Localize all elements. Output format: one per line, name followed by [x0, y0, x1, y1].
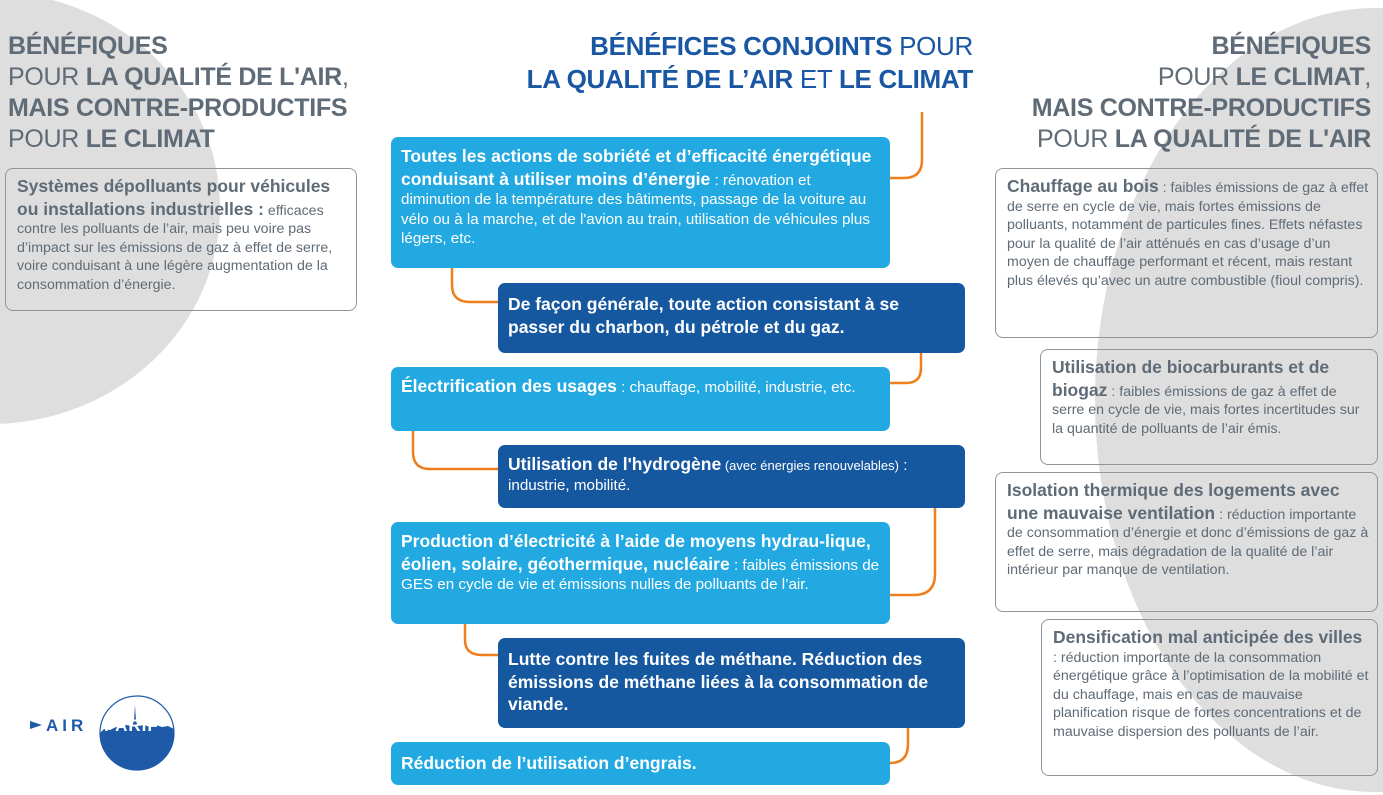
- left-title-line2-bold: LA QUALITÉ DE L'AIR: [85, 63, 342, 91]
- connector-item1-to-item2: [452, 268, 498, 302]
- item-head: Utilisation de l'hydrogène: [508, 454, 722, 474]
- center-item-hydrogen: [498, 445, 965, 508]
- right-item-biofuels: [1040, 349, 1378, 465]
- logo-text-parif: PARIF: [104, 716, 159, 735]
- item-head: Systèmes dépolluants pour véhicules ou installations industrielles :: [17, 176, 331, 219]
- left-title-line1: BÉNÉFIQUES: [8, 32, 168, 60]
- item-head: Lutte contre les fuites de méthane. Réduction des émissions de méthane liées à la consommation de viande.: [508, 649, 929, 714]
- item-body: efficaces contre les polluants de l’air, mais peu voire pas d’impact sur les émissions de gaz à effet de serre, voire conduisant à une légère augmentation de la consommation d’énergie.: [17, 202, 333, 293]
- left-title-line4-bold: LE CLIMAT: [85, 125, 215, 153]
- item-head: Chauffage au bois: [1007, 176, 1159, 196]
- item-body: : chauffage, mobilité, industrie, etc.: [616, 379, 856, 396]
- item-body: : réduction importante de consommation d’énergie et donc d’émissions de gaz à effet de serre, mais dégradation de la qualité de l’air intérieur par manque de ventilation.: [1007, 506, 1369, 579]
- right-column-title: [1032, 31, 1371, 155]
- right-title-line3: MAIS CONTRE-PRODUCTIFS: [1031, 94, 1371, 122]
- item-head: Isolation thermique des logements avec une mauvaise ventilation: [1007, 480, 1340, 523]
- center-item-sobriety: [391, 137, 890, 268]
- connector-item3-to-item4: [413, 431, 498, 469]
- item-body: : rénovation et diminution de la température des bâtiments, passage de la voiture au vélo ou à la marche, et de l'avion au train, utilisation de véhicules plus légers, etc.: [401, 171, 870, 247]
- item-head: Production d’électricité à l’aide de moyens hydrau-lique, éolien, solaire, géothermique, nucléaire: [401, 531, 871, 574]
- item-head: Utilisation de biocarburants et de biogaz: [1052, 357, 1330, 400]
- item-body: : faibles émissions de GES en cycle de vie et émissions nulles de polluants de l’air.: [401, 556, 880, 593]
- airparif-logo-graphic: [30, 695, 180, 775]
- item-note: (avec énergies renouvelables): [721, 458, 899, 473]
- center-item-fossil-exit: [498, 283, 965, 353]
- connector-title-to-item1: [890, 112, 922, 178]
- center-item-low-carbon-electricity: [391, 522, 890, 624]
- center-item-electrification: [391, 367, 890, 431]
- right-title-line1: BÉNÉFIQUES: [1211, 32, 1371, 60]
- item-body: : industrie, mobilité.: [508, 457, 908, 494]
- left-title-line2-tail: ,: [341, 63, 349, 91]
- item-body: : faibles émissions de gaz à effet de serre en cycle de vie, mais fortes émissions de polluants, notamment de particules fines. Effets néfastes pour la qualité de l’air atténués en cas d’usage d’un moyen de chauffage performant et récent, mais restant plus élevés qu’avec un autre combustible (fioul compris).: [1007, 180, 1369, 289]
- item-body: : réduction importante de la consommation énergétique grâce à l’optimisation de la mobilité et du chauffage, mais en cas de mauvaise planification risque de fortes concentrations et de mauvaise dispersion des polluants de l’air.: [1053, 649, 1369, 740]
- arrow-icon: [30, 721, 42, 729]
- item-head: De façon générale, toute action consistant à se passer du charbon, du pétrole et du gaz.: [508, 294, 899, 337]
- center-title-line2-light: ET: [792, 64, 839, 94]
- item-head: Réduction de l’utilisation d’engrais.: [401, 753, 697, 773]
- right-title-line2-light: POUR: [1157, 63, 1236, 91]
- left-column-title: [8, 31, 349, 155]
- connector-item6-to-item7: [890, 728, 908, 763]
- connector-item5-to-item6: [465, 624, 498, 655]
- center-title-line1-bold: BÉNÉFICES CONJOINTS: [590, 31, 893, 61]
- center-item-methane: [498, 638, 965, 728]
- center-column-title: [470, 30, 973, 96]
- right-title-line4-bold: LA QUALITÉ DE L'AIR: [1114, 125, 1371, 153]
- left-title-line2-light: POUR: [8, 63, 86, 91]
- connector-item4-to-item5: [890, 508, 935, 595]
- center-title-line1-light: POUR: [892, 31, 973, 61]
- right-item-wood-heating: [995, 168, 1378, 338]
- center-title-line2-bold-b: LE CLIMAT: [838, 64, 973, 94]
- right-title-line2-tail: ,: [1364, 63, 1371, 91]
- right-item-insulation: [995, 472, 1378, 612]
- connector-item2-to-item3: [890, 353, 921, 383]
- center-title-line2-bold-a: LA QUALITÉ DE L’AIR: [526, 64, 793, 94]
- logo-text-air: AIR: [46, 716, 88, 735]
- item-head: Électrification des usages: [401, 376, 617, 396]
- airparif-logo: [30, 695, 180, 775]
- right-title-line2-bold: LE CLIMAT: [1235, 63, 1365, 91]
- left-title-line4-light: POUR: [8, 125, 86, 153]
- right-item-densification: [1041, 619, 1378, 776]
- item-head: Toutes les actions de sobriété et d’efficacité énergétique conduisant à utiliser moins d’énergie: [401, 146, 872, 189]
- right-title-line4-light: POUR: [1037, 125, 1115, 153]
- item-head: Densification mal anticipée des villes: [1053, 627, 1363, 647]
- item-body: : faibles émissions de gaz à effet de serre en cycle de vie, mais fortes incertitudes sur la quantité de polluants de l’air émis.: [1052, 383, 1360, 437]
- left-title-line3: MAIS CONTRE-PRODUCTIFS: [8, 94, 348, 122]
- left-item-depolluting-systems: [5, 168, 357, 311]
- center-item-fertilizers: [391, 742, 890, 785]
